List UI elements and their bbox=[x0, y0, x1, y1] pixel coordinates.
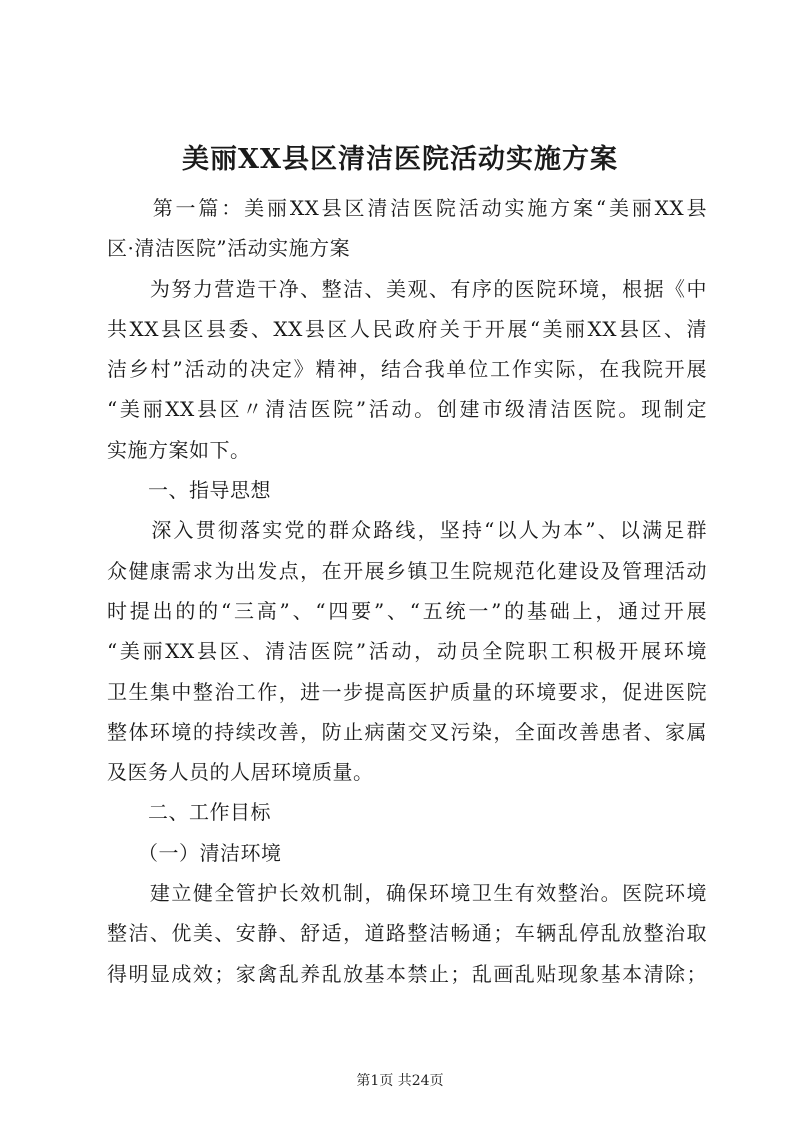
body-line: 第一篇：美丽XX县区清洁医院活动实施方案“美丽XX县 bbox=[107, 196, 707, 220]
section-heading: 一、指导思想 bbox=[107, 478, 271, 503]
section-heading: 二、工作目标 bbox=[107, 800, 271, 825]
body-line: 众健康需求为出发点，在开展乡镇卫生院规范化建设及管理活动 bbox=[107, 558, 707, 583]
body-line: 区·清洁医院”活动实施方案 bbox=[107, 236, 351, 261]
page-number-footer: 第1页 共24页 bbox=[356, 1073, 444, 1089]
body-line: 及医务人员的人居环境质量。 bbox=[107, 760, 374, 785]
body-line: 深入贯彻落实党的群众路线，坚持“以人为本”、以满足群 bbox=[107, 518, 707, 543]
body-line: 实施方案如下。 bbox=[107, 437, 251, 462]
body-line: “美丽XX县区〃清洁医院”活动。创建市级清洁医院。现制定 bbox=[107, 397, 707, 422]
body-line: 为努力营造干净、整洁、美观、有序的医院环境，根据《中 bbox=[107, 276, 707, 301]
body-line: 整体环境的持续改善，防止病菌交叉污染，全面改善患者、家属 bbox=[107, 719, 707, 744]
body-line: 洁乡村”活动的决定》精神，结合我单位工作实际，在我院开展 bbox=[107, 357, 707, 382]
body-line: “美丽XX县区、清洁医院”活动，动员全院职工积极开展环境 bbox=[107, 639, 707, 664]
body-line: 得明显成效；家禽乱养乱放基本禁止；乱画乱贴现象基本清除； bbox=[107, 961, 707, 986]
body-line: 时提出的的“三高”、“四要”、“五统一”的基础上，通过开展 bbox=[107, 598, 707, 623]
body-line: 共XX县区县委、XX县区人民政府关于开展“美丽XX县区、清 bbox=[107, 316, 707, 341]
body-line: 建立健全管护长效机制，确保环境卫生有效整治。医院环境 bbox=[107, 881, 707, 906]
subsection-heading: （一）清洁环境 bbox=[107, 840, 282, 865]
document-title: 美丽XX县区清洁医院活动实施方案 bbox=[182, 144, 618, 175]
body-line: 整洁、优美、安静、舒适，道路整洁畅通；车辆乱停乱放整治取 bbox=[107, 921, 707, 946]
document-body bbox=[107, 188, 707, 994]
body-line: 卫生集中整治工作，进一步提高医护质量的环境要求，促进医院 bbox=[107, 679, 707, 704]
